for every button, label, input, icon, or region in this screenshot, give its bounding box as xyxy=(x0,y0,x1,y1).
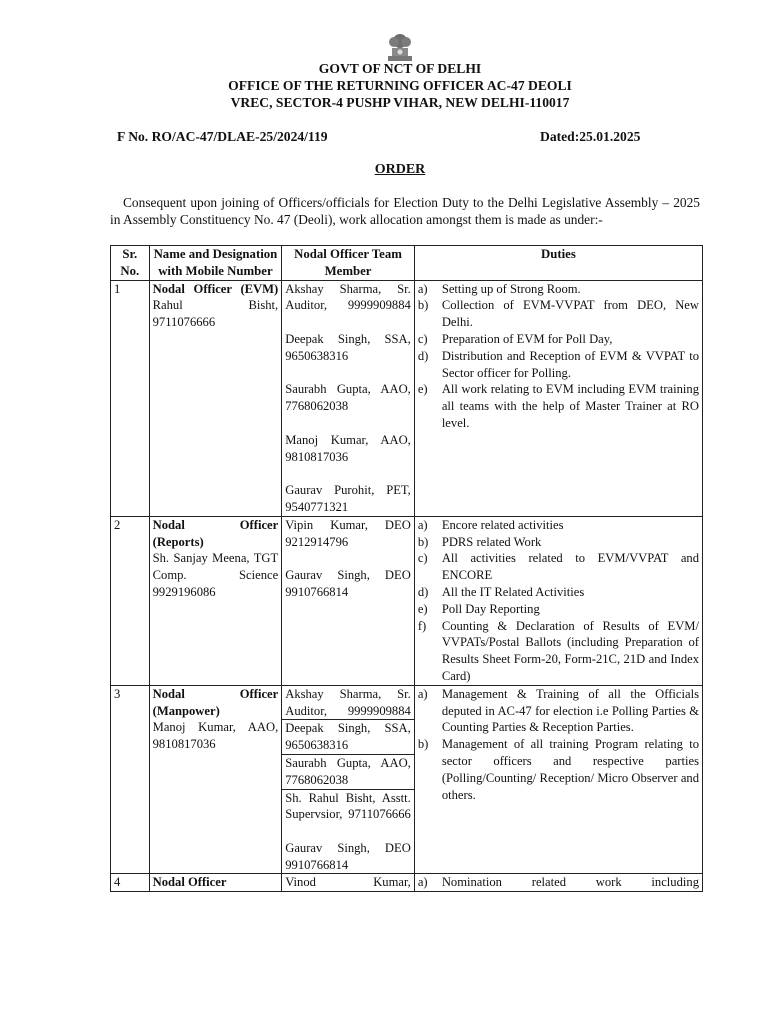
nodal-officer-title: Nodal Officer xyxy=(152,875,227,890)
team-member-cell xyxy=(282,280,415,516)
header-sr-no: Sr. No. xyxy=(111,246,150,281)
team-member-cell xyxy=(282,685,415,874)
nodal-officer-cell xyxy=(149,516,282,685)
duty-item xyxy=(418,601,699,618)
duty-letter: a) xyxy=(417,686,428,701)
nodal-officer-detail: Manoj Kumar, AAO, 9810817036 xyxy=(152,720,279,752)
duty-letter: a) xyxy=(417,517,428,532)
duty-text: Nomination related work including xyxy=(441,875,699,890)
duty-letter: f) xyxy=(417,618,427,633)
table-header-row xyxy=(111,246,703,281)
duty-item xyxy=(418,297,699,331)
duty-letter: a) xyxy=(417,281,428,296)
duties-list xyxy=(418,874,699,891)
duty-letter: e) xyxy=(417,601,428,616)
duties-cell xyxy=(414,516,702,685)
duty-text: Encore related activities xyxy=(441,517,564,532)
duty-item xyxy=(418,550,699,584)
duty-text: Counting & Declaration of Results of EVM/ VVPATs/Postal Ballots (including Preparation of Results Sheet Form-20, Form-21C, 21D and Index Card) xyxy=(441,618,699,683)
duty-text: All the IT Related Activities xyxy=(441,584,585,599)
duty-item xyxy=(418,584,699,601)
header-line-office: OFFICE OF THE RETURNING OFFICER AC-47 DEOLI xyxy=(228,78,572,93)
duty-letter: a) xyxy=(417,875,428,890)
row-sr-no: 2 xyxy=(111,516,150,685)
team-member: Gaurav Singh, DEO 9910766814 xyxy=(285,568,411,599)
order-date: Dated:25.01.2025 xyxy=(540,129,641,144)
header-line-govt: GOVT OF NCT OF DELHI xyxy=(318,61,482,76)
table-row xyxy=(111,516,703,685)
duty-item xyxy=(418,618,699,685)
duty-letter: e) xyxy=(417,382,428,397)
nodal-officer-title: Nodal Officer (Manpower) xyxy=(152,686,279,718)
nodal-officer-detail: Rahul Bisht, 9711076666 xyxy=(152,298,279,330)
team-member: Saurabh Gupta, AAO, 7768062038 xyxy=(285,382,411,414)
duty-text: Preparation of EVM for Poll Day, xyxy=(441,331,613,346)
team-member: Vipin Kumar, DEO 9212914796 xyxy=(285,517,411,549)
duty-item xyxy=(418,686,699,736)
duty-text: Collection of EVM-VVPAT from DEO, New Delhi. xyxy=(441,298,699,330)
duty-letter: b) xyxy=(417,298,429,313)
duties-list xyxy=(418,517,699,685)
header-name-designation: Name and Designation with Mobile Number xyxy=(149,246,282,281)
team-member: Gaurav Singh, DEO 9910766814 xyxy=(285,840,411,872)
duty-text: Poll Day Reporting xyxy=(441,601,540,616)
row-sr-no: 3 xyxy=(111,685,150,874)
table-row xyxy=(111,874,703,892)
order-title: ORDER xyxy=(374,162,426,177)
duty-item xyxy=(418,534,699,551)
file-number: F No. RO/AC-47/DLAE-25/2024/119 xyxy=(117,129,328,144)
table-row xyxy=(111,685,703,874)
header-line-address: VREC, SECTOR-4 PUSHP VIHAR, NEW DELHI-110017 xyxy=(230,95,570,110)
team-member: Deepak Singh, SSA, 9650638316 xyxy=(282,720,414,755)
team-member: Akshay Sharma, Sr. Auditor, 9999909884 xyxy=(285,281,411,313)
nodal-officer-cell xyxy=(149,685,282,874)
duties-list xyxy=(418,281,699,432)
duty-text: All work relating to EVM including EVM training all teams with the help of Master Trainer at RO level. xyxy=(441,382,699,430)
team-member: Saurabh Gupta, AAO, 7768062038 xyxy=(282,755,414,790)
team-member: Manoj Kumar, AAO, 9810817036 xyxy=(285,432,411,464)
team-member-cell xyxy=(282,874,415,892)
duties-cell xyxy=(414,280,702,516)
team-member-cell xyxy=(282,516,415,685)
team-member: Sh. Rahul Bisht, Asstt. Supervsior, 9711076666 xyxy=(285,790,411,822)
duties-cell xyxy=(414,874,702,892)
nodal-officer-cell xyxy=(149,280,282,516)
team-member: Gaurav Purohit, PET, 9540771321 xyxy=(285,483,411,514)
header-team-member: Nodal Officer Team Member xyxy=(282,246,415,281)
duty-letter: c) xyxy=(417,331,428,346)
duty-item xyxy=(418,348,699,382)
duty-item xyxy=(418,736,699,803)
duty-text: Distribution and Reception of EVM & VVPAT to Sector officer for Polling. xyxy=(441,348,699,380)
duty-letter: c) xyxy=(417,551,428,566)
duty-item xyxy=(418,331,699,348)
row-sr-no: 1 xyxy=(111,280,150,516)
duties-list xyxy=(418,686,699,804)
nodal-officer-title: Nodal Officer (EVM) xyxy=(152,281,279,296)
team-member: Vinod Kumar, xyxy=(285,875,411,890)
team-member: Deepak Singh, SSA, 9650638316 xyxy=(285,331,411,363)
table-row xyxy=(111,280,703,516)
duty-text: Management & Training of all the Officials deputed in AC-47 for election i.e Polling Parties & Counting Parties & Reception Parties. xyxy=(441,686,699,735)
nodal-officer-detail: Sh. Sanjay Meena, TGT Comp. Science 9929196086 xyxy=(152,551,279,599)
duty-letter: b) xyxy=(417,737,429,752)
duty-letter: b) xyxy=(417,534,429,549)
header-duties: Duties xyxy=(414,246,702,281)
team-member: Akshay Sharma, Sr. Auditor, 9999909884 xyxy=(282,686,414,721)
duty-letter: d) xyxy=(417,348,429,363)
nodal-officer-title: Nodal Officer (Reports) xyxy=(152,517,279,549)
duty-text: PDRS related Work xyxy=(441,534,542,549)
duty-item xyxy=(418,517,699,534)
intro-paragraph: Consequent upon joining of Officers/officials for Election Duty to the Delhi Legislative Assembly – 2025 in Assembly Constituency No. 47 (Deoli), work allocation amongst them is made as under:- xyxy=(110,195,700,227)
duty-item xyxy=(418,281,699,298)
duty-text: Management of all training Program relating to sector officers and respective parties (Polling/Counting/ Reception/ Micro Observer and others. xyxy=(441,737,699,802)
work-allocation-table xyxy=(110,245,703,892)
duty-letter: d) xyxy=(417,584,429,599)
duty-text: Setting up of Strong Room. xyxy=(441,281,581,296)
duty-item xyxy=(418,381,699,431)
duties-cell xyxy=(414,685,702,874)
nodal-officer-cell xyxy=(149,874,282,892)
duty-text: All activities related to EVM/VVPAT and ENCORE xyxy=(441,551,699,583)
row-sr-no: 4 xyxy=(111,874,150,892)
duty-item xyxy=(418,874,699,891)
state-emblem-icon xyxy=(385,30,415,62)
